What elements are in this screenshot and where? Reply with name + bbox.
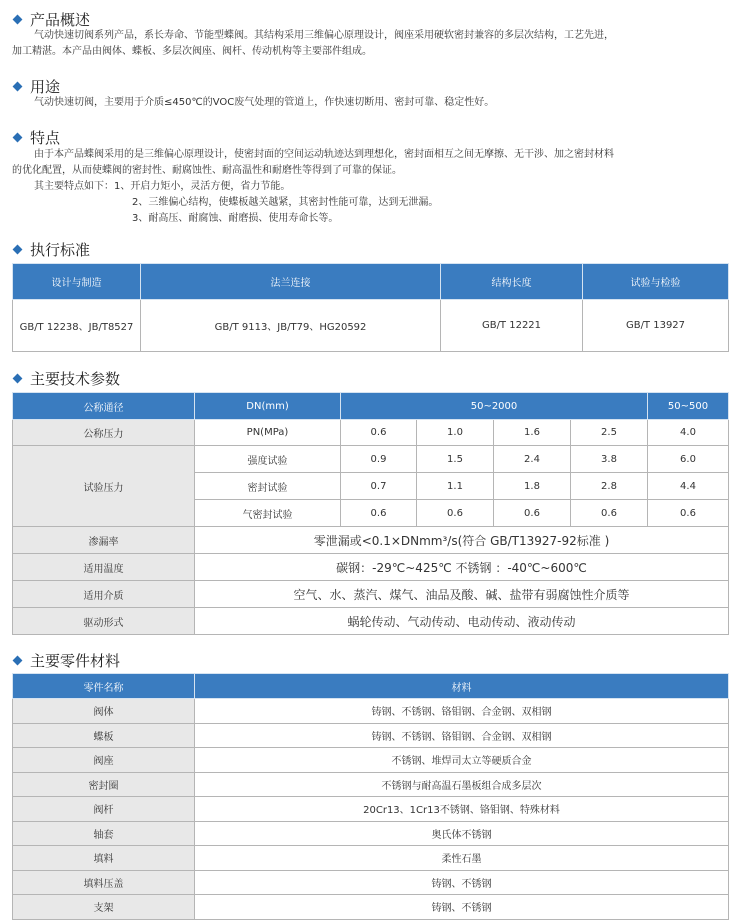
params-value: 2.4 [494, 446, 571, 473]
params-value: 3.8 [571, 446, 648, 473]
material-value: 铸钢、不锈钢 [195, 870, 729, 895]
params-value: 2.8 [571, 473, 648, 500]
diamond-bullet-icon [13, 655, 23, 665]
material-value: 20Cr13、1Cr13不锈钢、铬钼钢、特殊材料 [195, 797, 729, 822]
diamond-bullet-icon [13, 81, 23, 91]
params-sublabel: PN(MPa) [195, 420, 341, 446]
params-wide-value: 空气、水、蒸汽、煤气、油品及酸、碱、盐带有弱腐蚀性介质等 [195, 581, 729, 608]
params-value: 4.0 [648, 420, 729, 446]
params-header-dn: DN(mm) [195, 393, 341, 420]
params-label: 适用温度 [13, 554, 195, 581]
params-sublabel: 强度试验 [195, 446, 341, 473]
standards-table [12, 263, 729, 352]
params-value: 1.1 [417, 473, 494, 500]
params-value: 1.8 [494, 473, 571, 500]
params-label: 公称压力 [13, 420, 195, 446]
params-header-label: 公称通径 [13, 393, 195, 420]
diamond-bullet-icon [13, 132, 23, 142]
params-value: 2.5 [571, 420, 648, 446]
params-value: 0.6 [648, 500, 729, 527]
section-title-standards: 执行标准 [12, 239, 90, 259]
params-value: 0.6 [417, 500, 494, 527]
material-value: 奥氏体不锈钢 [195, 821, 729, 846]
params-value: 1.5 [417, 446, 494, 473]
standards-header: 设计与制造 [13, 264, 141, 300]
material-part: 密封圈 [13, 772, 195, 797]
diamond-bullet-icon [13, 14, 23, 24]
material-value: 铸钢、不锈钢、铬钼钢、合金钢、双相钢 [195, 699, 729, 724]
section-title-features: 特点 [12, 127, 60, 147]
overview-text: 气动快速切阀系列产品，系长寿命、节能型蝶阀。其结构采用三维偏心原理设计，阀座采用硬软密封兼容的多层次结构，工艺先进， 加工精湛。本产品由阀体、蝶板、多层次阀座、阀杆、传动机构等主要部件组成。 [12, 30, 614, 57]
material-part: 填料压盖 [13, 870, 195, 895]
params-value: 0.6 [494, 500, 571, 527]
params-label: 试验压力 [13, 446, 195, 527]
features-text: 由于本产品蝶阀采用的是三维偏心原理设计，使密封面的空间运动轨迹达到理想化，密封面相互之间无摩擦、无干涉、加之密封材料 的优化配置，从而使蝶阀的密封性、耐腐蚀性、耐高温性和耐磨性等得到了可靠的保证。 其主要特点如下：1、开启力矩小，灵活方便，省力节能。 2、三维偏心结构，使蝶板越关越紧，其密封性能可靠，达到无泄漏。 3、耐高压、耐腐蚀、耐磨损、使用寿命长等。 [12, 149, 614, 224]
material-part: 阀体 [13, 699, 195, 724]
section-title-usage: 用途 [12, 76, 60, 96]
standards-header: 结构长度 [441, 264, 583, 300]
material-value: 不锈钢、堆焊司太立等硬质合金 [195, 748, 729, 773]
params-value: 6.0 [648, 446, 729, 473]
params-value: 0.6 [341, 500, 417, 527]
standards-value: GB/T 13927 [583, 300, 729, 352]
diamond-bullet-icon [13, 373, 23, 383]
params-wide-value: 蜗轮传动、气动传动、电动传动、液动传动 [195, 608, 729, 635]
section-title-materials: 主要零件材料 [12, 650, 120, 670]
materials-header: 材料 [195, 674, 729, 699]
materials-header: 零件名称 [13, 674, 195, 699]
material-part: 阀杆 [13, 797, 195, 822]
params-table [12, 392, 729, 635]
materials-table [12, 673, 729, 920]
params-sublabel: 密封试验 [195, 473, 341, 500]
standards-value: GB/T 12238、JB/T8527 [13, 300, 141, 352]
standards-header: 试验与检验 [583, 264, 729, 300]
params-value: 1.0 [417, 420, 494, 446]
standards-value: GB/T 9113、JB/T79、HG20592 [141, 300, 441, 352]
material-part: 支架 [13, 895, 195, 920]
params-value: 0.6 [571, 500, 648, 527]
params-value: 1.6 [494, 420, 571, 446]
params-value: 0.6 [341, 420, 417, 446]
params-value: 0.9 [341, 446, 417, 473]
params-sublabel: 气密封试验 [195, 500, 341, 527]
material-part: 阀座 [13, 748, 195, 773]
standards-header: 法兰连接 [141, 264, 441, 300]
standards-value: GB/T 12221 [441, 300, 583, 352]
params-wide-value: 碳钢：-29℃~425℃ 不锈钢 ：-40℃~600℃ [195, 554, 729, 581]
params-header-range: 50~2000 [341, 393, 648, 420]
material-value: 铸钢、不锈钢、铬钼钢、合金钢、双相钢 [195, 723, 729, 748]
material-part: 轴套 [13, 821, 195, 846]
material-part: 填料 [13, 846, 195, 871]
params-value: 4.4 [648, 473, 729, 500]
material-value: 柔性石墨 [195, 846, 729, 871]
params-label: 驱动形式 [13, 608, 195, 635]
params-header-range: 50~500 [648, 393, 729, 420]
params-label: 适用介质 [13, 581, 195, 608]
usage-text: 气动快速切阀，主要用于介质≤450℃的VOC废气处理的管道上，作快速切断用、密封可靠、稳定性好。 [34, 97, 495, 108]
params-value: 0.7 [341, 473, 417, 500]
diamond-bullet-icon [13, 244, 23, 254]
material-value: 不锈钢与耐高温石墨板组合成多层次 [195, 772, 729, 797]
params-label: 渗漏率 [13, 527, 195, 554]
material-value: 铸钢、不锈钢 [195, 895, 729, 920]
section-title-params: 主要技术参数 [12, 368, 120, 388]
section-title-overview: 产品概述 [12, 9, 90, 29]
params-wide-value: 零泄漏或<0.1×DNmm³/s(符合 GB/T13927-92标准 ) [195, 527, 729, 554]
material-part: 蝶板 [13, 723, 195, 748]
